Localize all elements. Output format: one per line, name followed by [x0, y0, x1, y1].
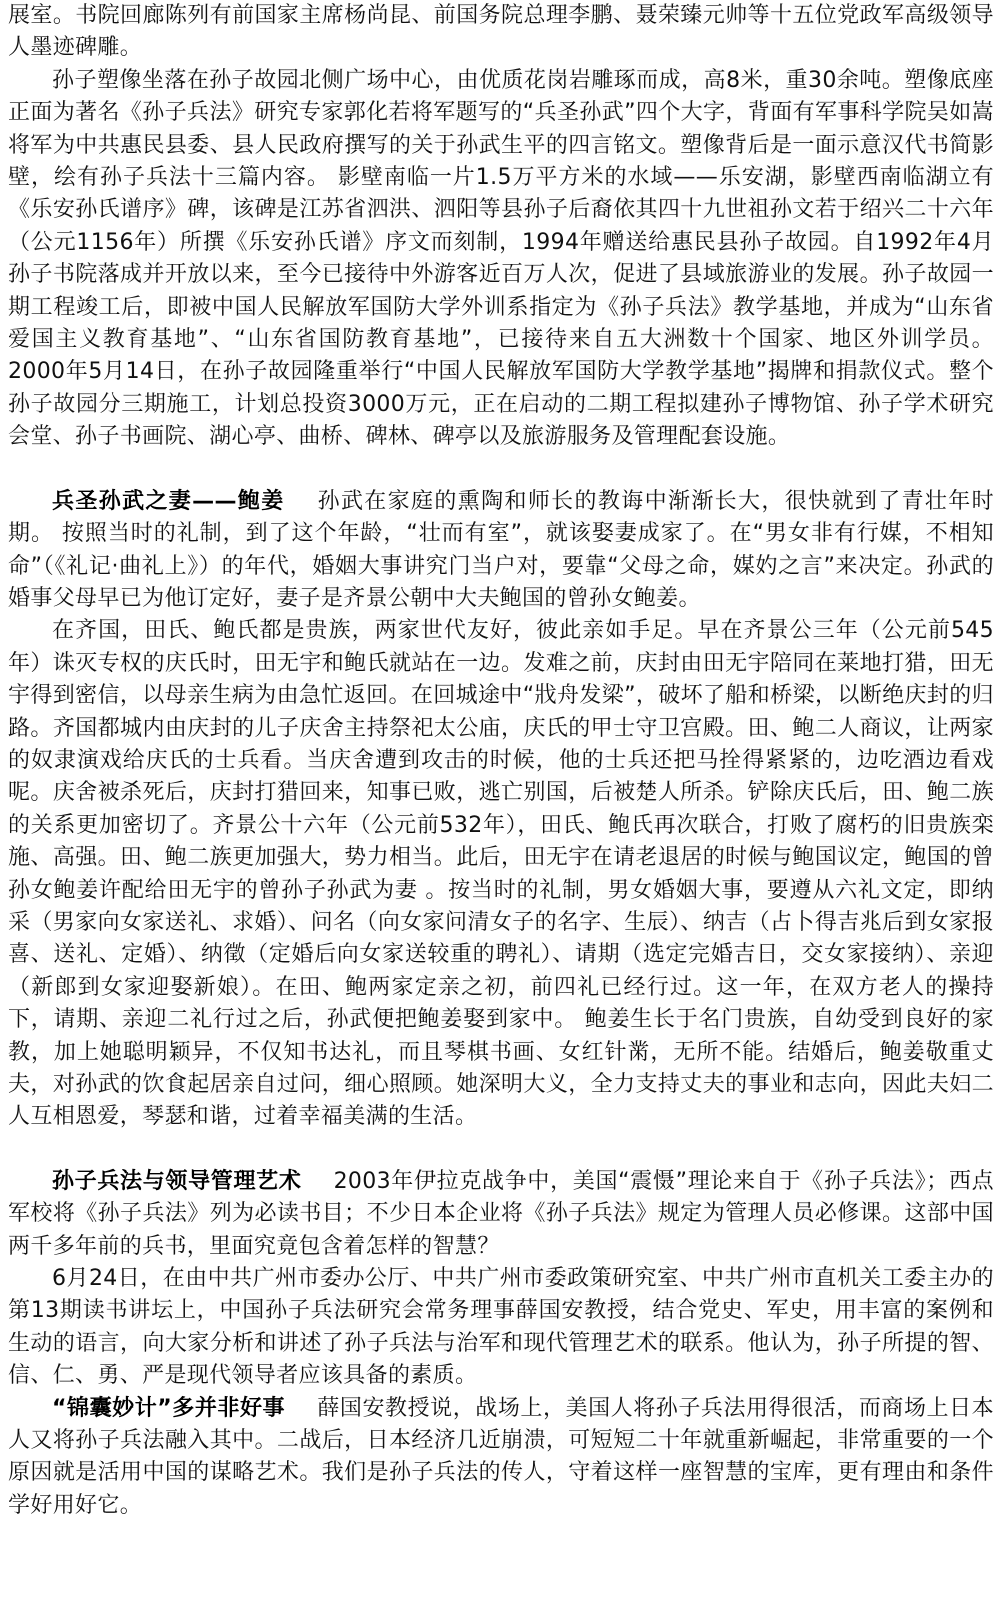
paragraph-management-intro: 2003年伊拉克战争中，美国“震慑”理论来自于《孙子兵法》；西点军校将《孙子兵法》列为必读书目；不少日本企业将《孙子兵法》规定为管理人员必修课。这部中国两千多年前的兵书，里面究竟包含着怎样的智慧？: [8, 1168, 994, 1259]
paragraph-clever-plans: 薛国安教授说，战场上，美国人将孙子兵法用得很活，而商场上日本人又将孙子兵法融入其中。二战后，日本经济几近崩溃，可短短二十年就重新崛起，非常重要的一个原因就是活用中国的谋略艺术。我们是孙子兵法的传人，守着这样一座智慧的宝库，更有理由和条件学好用好它。: [8, 1395, 994, 1518]
paragraph-exhibition-hall: 展室。书院回廊陈列有前国家主席杨尚昆、前国务院总理李鹏、聂荣臻元帅等十五位党政军高级领导人墨迹碑雕。: [8, 3, 994, 61]
section-wife-baojiang: [8, 486, 994, 616]
section-heading-clever-plans: “锦囊妙计”多并非好事: [52, 1395, 286, 1421]
paragraph-lecture: 6月24日，在由中共广州市委办公厅、中共广州市委政策研究室、中共广州市直机关工委主办的第13期读书讲坛上，中国孙子兵法研究会常务理事薛国安教授，结合党史、军史，用丰富的案例和生动的语言，向大家分析和讲述了孙子兵法与治军和现代管理艺术的联系。他认为，孙子所提的智、信、仁、勇、严是现代领导者应该具备的素质。: [8, 1266, 994, 1389]
paragraph-tian-bao-families: 在齐国，田氏、鲍氏都是贵族，两家世代友好，彼此亲如手足。早在齐景公三年（公元前545年）诛灭专权的庆氏时，田无宇和鲍氏就站在一边。发难之前，庆封由田无宇陪同在莱地打猎，田无宇得到密信，以母亲生病为由急忙返回。在回城途中“戕舟发梁”，破坏了船和桥梁，以断绝庆封的归路。齐国都城内由庆封的儿子庆舍主持祭祀太公庙，庆氏的甲士守卫宫殿。田、鲍二人商议，让两家的奴隶演戏给庆氏的士兵看。当庆舍遭到攻击的时候，他的士兵还把马拴得紧紧的，边吃酒边看戏呢。庆舍被杀死后，庆封打猎回来，知事已败，逃亡别国，后被楚人所杀。铲除庆氏后，田、鲍二族的关系更加密切了。齐景公十六年（公元前532年），田氏、鲍氏再次联合，打败了腐朽的旧贵族栾施、高强。田、鲍二族更加强大，势力相当。此后，田无宇在请老退居的时候与鲍国议定，鲍国的曾孙女鲍姜许配给田无宇的曾孙子孙武为妻 。按当时的礼制，男女婚姻大事，要遵从六礼文定，即纳采（男家向女家送礼、求婚）、问名（向女家问清女子的名字、生辰）、纳吉（占卜得吉兆后到女家报喜、送礼、定婚）、纳徵（定婚后向女家送较重的聘礼）、请期（选定完婚吉日，交女家接纳）、亲迎（新郎到女家迎娶新娘）。在田、鲍两家定亲之初，前四礼已经行过。这一年，在双方老人的操持下，请期、亲迎二礼行过之后，孙武便把鲍姜娶到家中。 鲍姜生长于名门贵族，自幼受到良好的家教，加上她聪明颖异，不仅知书达礼，而且琴棋书画、女红针黹，无所不能。结婚后，鲍姜敬重丈夫，对孙武的饮食起居亲自过问，细心照顾。她深明大义，全力支持丈夫的事业和志向，因此夫妇二人互相恩爱，琴瑟和谐，过着幸福美满的生活。: [8, 618, 994, 1130]
section-heading-management: 孙子兵法与领导管理艺术: [52, 1168, 302, 1194]
section-art-of-war-management: [8, 1166, 994, 1263]
paragraph-wife-intro: 孙武在家庭的熏陶和师长的教诲中渐渐长大，很快就到了青壮年时期。 按照当时的礼制，到了这个年龄，“壮而有室”，就该娶妻成家了。在“男女非有行媒，不相知命”（《礼记·曲礼上》）的年代，婚姻大事讲究门当户对，要靠“父母之命，媒妁之言”来决定。孙武的婚事父母早已为他订定好，妻子是齐景公朝中大夫鲍国的曾孙女鲍姜。: [8, 488, 994, 611]
document-page: [8, 0, 994, 1522]
paragraph-sunzi-statue: 孙子塑像坐落在孙子故园北侧广场中心，由优质花岗岩雕琢而成，高8米，重30余吨。塑像底座正面为著名《孙子兵法》研究专家郭化若将军题写的“兵圣孙武”四个大字，背面有军事科学院吴如嵩将军为中共惠民县委、县人民政府撰写的关于孙武生平的四言铭文。塑像背后是一面示意汉代书简影壁，绘有孙子兵法十三篇内容。 影壁南临一片1.5万平方米的水域——乐安湖，影壁西南临湖立有《乐安孙氏谱序》碑，该碑是江苏省泗洪、泗阳等县孙子后裔依其四十九世祖孙文若于绍兴二十六年（公元1156年）所撰《乐安孙氏谱》序文而刻制，1994年赠送给惠民县孙子故园。自1992年4月孙子书院落成并开放以来，至今已接待中外游客近百万人次，促进了县域旅游业的发展。孙子故园一期工程竣工后，即被中国人民解放军国防大学外训系指定为《孙子兵法》教学基地，并成为“山东省爱国主义教育基地”、“山东省国防教育基地”，已接待来自五大洲数十个国家、地区外训学员。2000年5月14日，在孙子故园隆重举行“中国人民解放军国防大学教学基地”揭牌和捐款仪式。整个孙子故园分三期施工，计划总投资3000万元，正在启动的二期工程拟建孙子博物馆、孙子学术研究会堂、孙子书画院、湖心亭、曲桥、碑林、碑亭以及旅游服务及管理配套设施。: [8, 67, 994, 450]
section-heading-wife: 兵圣孙武之妻——鲍姜: [52, 488, 285, 514]
section-clever-plans: [8, 1393, 994, 1523]
